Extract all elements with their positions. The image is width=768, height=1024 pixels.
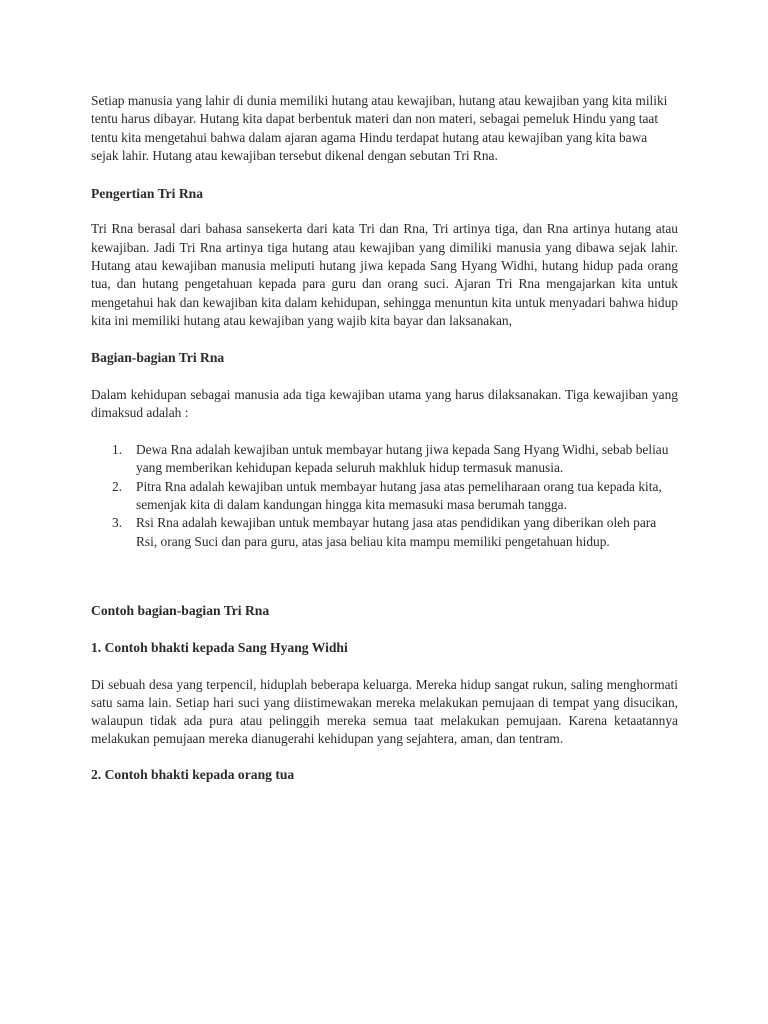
list-item [91,478,678,515]
bagian-paragraph: Dalam kehidupan sebagai manusia ada tiga kewajiban utama yang harus dilaksanakan. Tiga kewajiban yang dimaksud adalah : [91,386,678,420]
tri-rna-list [91,441,678,551]
list-number: 1. [112,442,123,458]
list-number: 3. [112,515,123,531]
subheading-bhakti-widhi: 1. Contoh bhakti kepada Sang Hyang Widhi [91,640,348,656]
list-number: 2. [112,478,123,494]
subheading-bhakti-orang-tua: 2. Contoh bhakti kepada orang tua [91,766,295,782]
bhakti-widhi-paragraph: Di sebuah desa yang terpencil, hiduplah beberapa keluarga. Mereka hidup sangat rukun, saling menghormati satu sama lain. Setiap hari suci yang diistimewakan mereka melakukan pemujaan di tempat yang disucikan, walaupun tidak ada pura atau pelinggih mereka semua taat melakukan pemujaan. Karena ketaatannya melakukan pemujaan mereka dianugerahi kehidupan yang sejahtera, aman, dan tentram. [91,676,678,747]
section-heading-bagian: Bagian-bagian Tri Rna [91,350,225,366]
list-item [91,514,678,551]
list-item [91,441,678,478]
list-item-text: Pitra Rna adalah kewajiban untuk membayar hutang jasa atas pemeliharaan orang tua kepada kita, semenjak kita di dalam kandungan hingga kita memasuki masa berumah tangga. [136,478,662,513]
section-heading-contoh: Contoh bagian-bagian Tri Rna [91,602,270,618]
pengertian-paragraph: Tri Rna berasal dari bahasa sansekerta dari kata Tri dan Rna, Tri artinya tiga, dan Rna artinya hutang atau kewajiban. Jadi Tri Rna artinya tiga hutang atau kewajiban yang dimiliki manusia yang dibawa sejak lahir. Hutang atau kewajiban manusia meliputi hutang jiwa kepada Sang Hyang Widhi, hutang hidup pada orang tua, dan hutang pengetahuan kepada para guru dan orang suci. Ajaran Tri Rna mengajarkan kita untuk mengetahui hak dan kewajiban kita dalam kehidupan, sehingga menuntun kita untuk menyadari bahwa hidup kita ini memiliki hutang atau kewajiban yang wajib kita bayar dan laksanakan, [91,221,678,328]
document-page [91,92,678,784]
list-item-text: Rsi Rna adalah kewajiban untuk membayar hutang jasa atas pendidikan yang diberikan oleh para Rsi, orang Suci dan para guru, atas jasa beliau kita mampu memiliki pengetahuan hidup. [136,515,657,549]
list-item-text: Dewa Rna adalah kewajiban untuk membayar hutang jiwa kepada Sang Hyang Widhi, sebab beliau yang memberikan kehidupan kepada seluruh makhluk hidup termasuk manusia. [136,442,669,476]
section-heading-pengertian: Pengertian Tri Rna [91,186,204,202]
intro-paragraph: Setiap manusia yang lahir di dunia memiliki hutang atau kewajiban, hutang atau kewajiban yang kita miliki tentu harus dibayar. Hutang kita dapat berbentuk materi dan non materi, sebagai pemeluk Hindu yang taat tentu kita mengetahui bahwa dalam ajaran agama Hindu terdapat hutang atau kewajiban yang kita bawa sejak lahir. Hutang atau kewajiban tersebut dikenal dengan sebutan Tri Rna. [91,93,668,163]
